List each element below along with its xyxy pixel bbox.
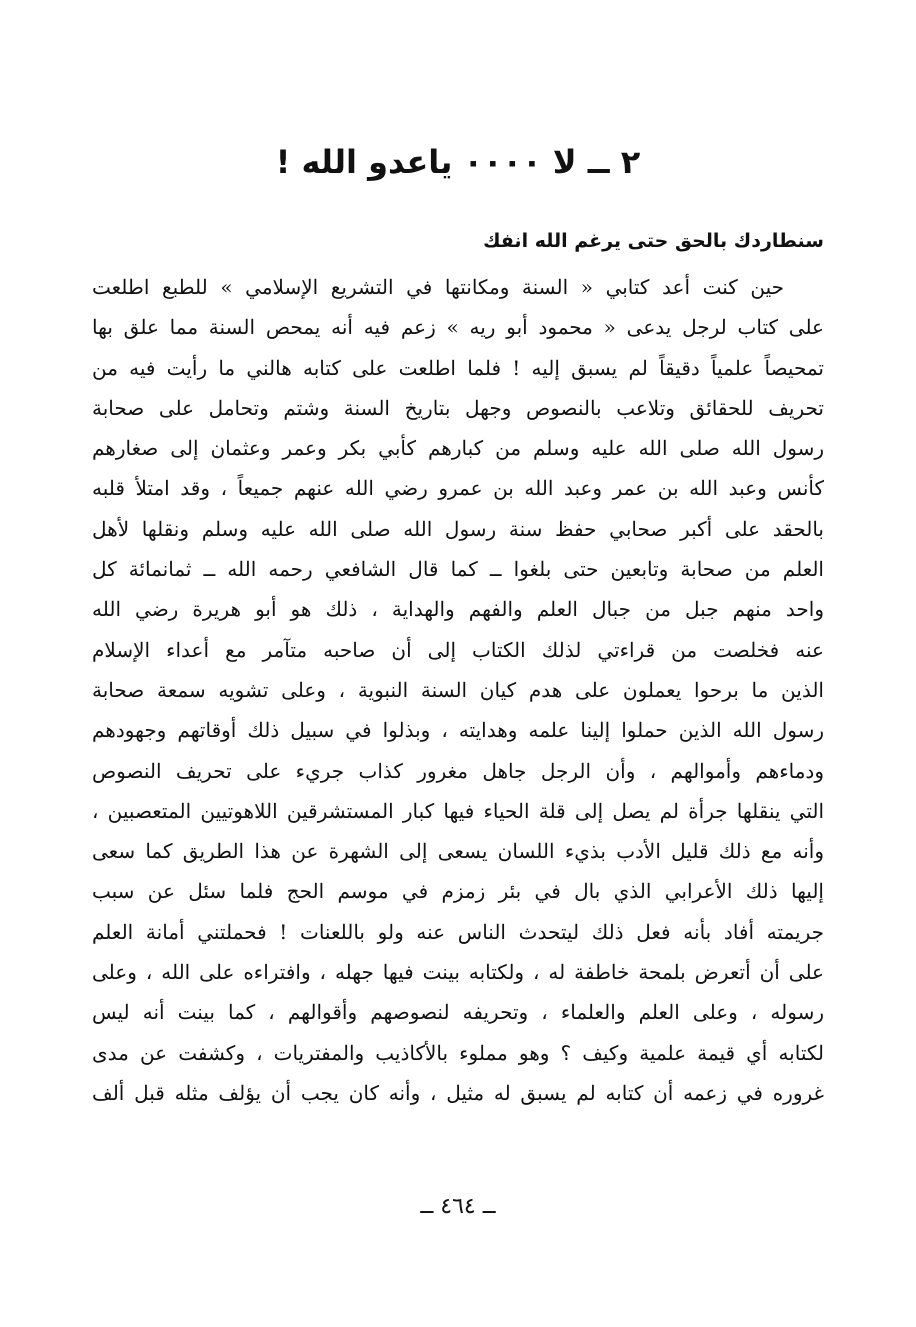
section-subtitle: سنطاردك بالحق حتى يرغم الله انفك <box>483 230 824 252</box>
text-line: الذين ما برحوا يعملون على هدم كيان السنة النبوية ، وعلى تشويه سمعة صحابة <box>92 677 824 702</box>
text-line: وأنه مع ذلك قليل الأدب بذيء اللسان يسعى إلى الشهرة عن هذا الطريق كما سعى <box>92 839 824 864</box>
text-line: غروره في زعمه أن كتابه لم يسبق له مثيل ، وأنه كان يجب أن يؤلف مثله قبل ألف <box>92 1080 824 1105</box>
text-line: حين كنت أعد كتابي « السنة ومكانتها في التشريع الإسلامي » للطبع اطلعت <box>92 275 784 299</box>
text-line: إليها ذلك الأعرابي الذي بال في بئر زمزم في موسم الحج فلما سئل عن سبب <box>92 879 824 904</box>
text-line: رسول الله الذين حملوا إلينا علمه وهدايته ، وبذلوا في سبيل ذلك أوقاتهم وجهودهم <box>92 718 824 743</box>
text-line: رسوله ، وعلى العلم والعلماء ، وتحريفه لنصوصهم وأقوالهم ، كما بينت أنه ليس <box>92 1000 824 1025</box>
text-line: عنه فخلصت من قراءتي لذلك الكتاب إلى أن صاحبه متآمر مع أعداء الإسلام <box>92 637 824 662</box>
text-line: تحريف للحقائق وتلاعب بالنصوص وجهل بتاريخ السنة وشتم وتحامل على صحابة <box>92 395 824 420</box>
chapter-title: ٢ ــ لا ٠٠٠٠ ياعدو الله ! <box>275 143 641 181</box>
text-line: العلم من صحابة وتابعين حتى بلغوا ــ كما قال الشافعي رحمه الله ــ ثمانمائة كل <box>92 557 824 582</box>
page-number: ــ ٤٦٤ ــ <box>420 1194 496 1219</box>
text-line: بالحقد على أكبر صحابي حفظ سنة رسول الله صلى الله عليه وسلم ونقلها لأهل <box>92 516 824 541</box>
text-line: ودماءهم وأموالهم ، وأن الرجل جاهل مغرور كذاب جريء على تحريف النصوص <box>92 758 824 783</box>
text-line: واحد منهم جبل من جبال العلم والفهم والهداية ، ذلك هو أبو هريرة رضي الله <box>92 597 824 622</box>
body-paragraph <box>92 267 824 1113</box>
text-line: على أن أتعرض بلمحة خاطفة له ، ولكتابه بينت فيها جهله ، وافتراءه على الله ، وعلى <box>92 960 824 985</box>
text-line: التي ينقلها جرأة لم يصل إلى قلة الحياء فيها كبار المستشرقين اللاهوتيين المتعصبين ، <box>92 798 824 823</box>
text-line: جريمته أفاد بأنه فعل ذلك ليتحدث الناس عنه ولو باللعنات ! فحملتني أمانة العلم <box>92 919 824 944</box>
text-line: رسول الله صلى الله عليه وسلم من كبارهم كأبي بكر وعمر وعثمان إلى صغارهم <box>92 436 824 461</box>
text-line: لكتابه أي قيمة علمية وكيف ؟ وهو مملوء بالأكاذيب والمفتريات ، وكشفت عن مدى <box>92 1040 824 1065</box>
text-line: كأنس وعبد الله بن عمر وعبد الله بن عمرو رضي الله عنهم جميعاً ، وقد امتلأ قلبه <box>92 476 824 501</box>
text-line: تمحيصاً علمياً دقيقاً لم يسبق إليه ! فلما اطلعت على كتابه هالني ما رأيت فيه من <box>92 355 824 380</box>
text-line: على كتاب لرجل يدعى « محمود أبو ريه » زعم فيه أنه يمحص السنة مما علق بها <box>92 315 824 340</box>
